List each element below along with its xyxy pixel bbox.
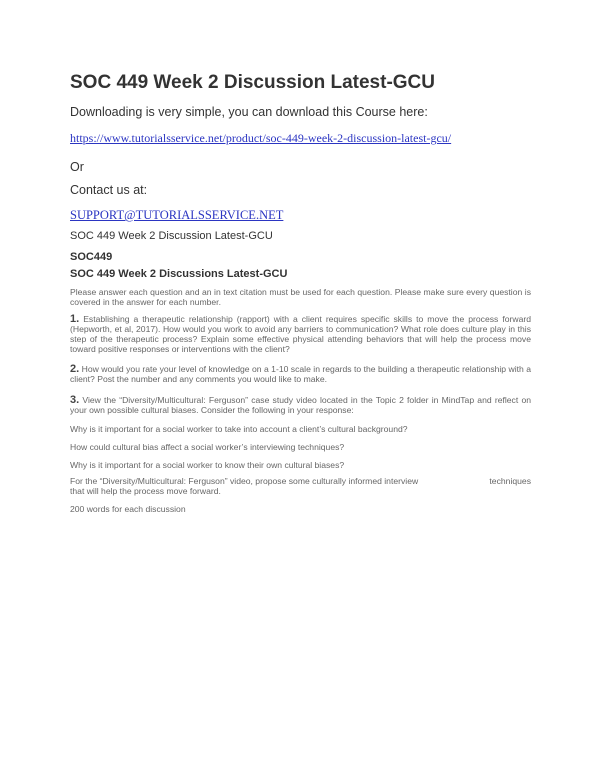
sub-question-2: How could cultural bias affect a social worker’s interviewing techniques? [70,442,345,452]
question-text: How would you rate your level of knowledge on a 1-10 scale in regards to the building a therapeutic relationship with a client? Post the number and any comments you would like to make. [70,364,532,384]
question-3 [70,395,531,415]
ferguson-prompt-b: techniques [489,476,531,486]
ferguson-prompt-a: For the “Diversity/Multicultural: Ferguson” video, propose some culturally informed interview [70,476,419,486]
support-email-link[interactable]: SUPPORT@TUTORIALSSERVICE.NET [70,208,284,222]
question-text: View the “Diversity/Multicultural: Ferguson” case study video located in the Topic 2 folder in MindTap and reflect on your own possible cultural biases. Consider the following in your response: [70,395,531,415]
question-number: 1. [70,313,80,325]
course-code: SOC449 [70,251,113,263]
instructions-text: Please answer each question and an in text citation must be used for each question. Please make sure every question is covered in the answer for each number. [70,287,531,307]
question-2 [70,364,531,384]
ferguson-prompt-c: that will help the process move forward. [70,486,221,496]
intro-text: Downloading is very simple, you can download this Course here: [70,105,428,119]
discussions-title: SOC 449 Week 2 Discussions Latest-GCU [70,268,288,280]
ferguson-prompt [70,476,531,496]
or-text: Or [70,160,84,174]
product-link[interactable]: https://www.tutorialsservice.net/product/soc-449-week-2-discussion-latest-gcu/ [70,131,452,145]
question-text: Establishing a therapeutic relationship (rapport) with a client requires specific skills to move the process forward (Hepworth, et al, 2017). How would you work to avoid any barriers to communication? What role does culture play in this step of the therapeutic process? Explain some effective physical attending behaviors that will help the process move toward positive responses or interventions with the client? [70,314,531,354]
page-title: SOC 449 Week 2 Discussion Latest-GCU [70,72,435,93]
question-number: 3. [70,394,80,406]
word-count: 200 words for each discussion [70,504,186,514]
sub-question-1: Why is it important for a social worker to take into account a client’s cultural background? [70,424,408,434]
contact-text: Contact us at: [70,183,148,197]
question-1 [70,314,531,354]
sub-question-3: Why is it important for a social worker to know their own cultural biases? [70,460,345,470]
question-number: 2. [70,363,80,375]
subtitle: SOC 449 Week 2 Discussion Latest-GCU [70,230,273,242]
